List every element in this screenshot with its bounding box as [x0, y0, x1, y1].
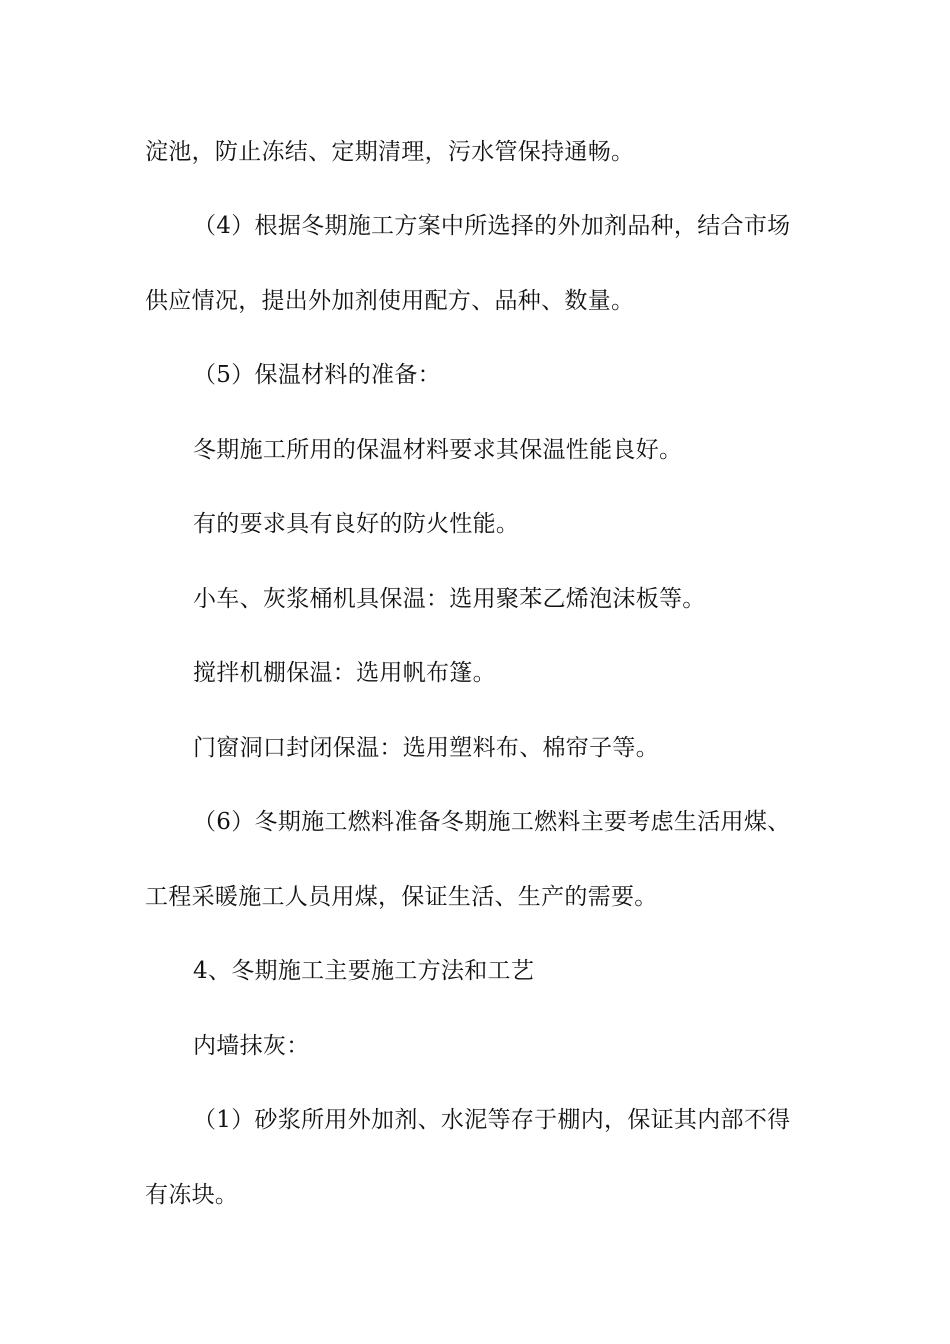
text-line-7: 小车、灰浆桶机具保温：选用聚苯乙烯泡沫板等。: [193, 586, 706, 612]
text-line-1: 淀池，防止冻结、定期清理，污水管保持通畅。: [145, 139, 635, 165]
text-line-4: （5）保温材料的准备：: [193, 362, 441, 388]
text-line-12: 4、冬期施工主要施工方法和工艺: [193, 958, 535, 984]
text-line-11: 工程采暖施工人员用煤，保证生活、生产的需要。: [145, 884, 658, 910]
text-line-13: 内墙抹灰：: [193, 1033, 310, 1059]
text-line-15: 有冻块。: [145, 1182, 239, 1208]
text-line-14: （1）砂浆所用外加剂、水泥等存于棚内，保证其内部不得: [193, 1107, 791, 1133]
text-line-10: （6）冬期施工燃料准备冬期施工燃料主要考虑生活用煤、: [193, 809, 791, 835]
text-line-6: 有的要求具有良好的防火性能。: [193, 511, 520, 537]
text-line-8: 搅拌机棚保温：选用帆布篷。: [193, 660, 496, 686]
text-line-2: （4）根据冬期施工方案中所选择的外加剂品种，结合市场: [193, 213, 791, 239]
text-line-5: 冬期施工所用的保温材料要求其保温性能良好。: [193, 437, 683, 463]
text-line-3: 供应情况，提出外加剂使用配方、品种、数量。: [145, 288, 635, 314]
text-line-9: 门窗洞口封闭保温：选用塑料布、棉帘子等。: [193, 735, 659, 761]
